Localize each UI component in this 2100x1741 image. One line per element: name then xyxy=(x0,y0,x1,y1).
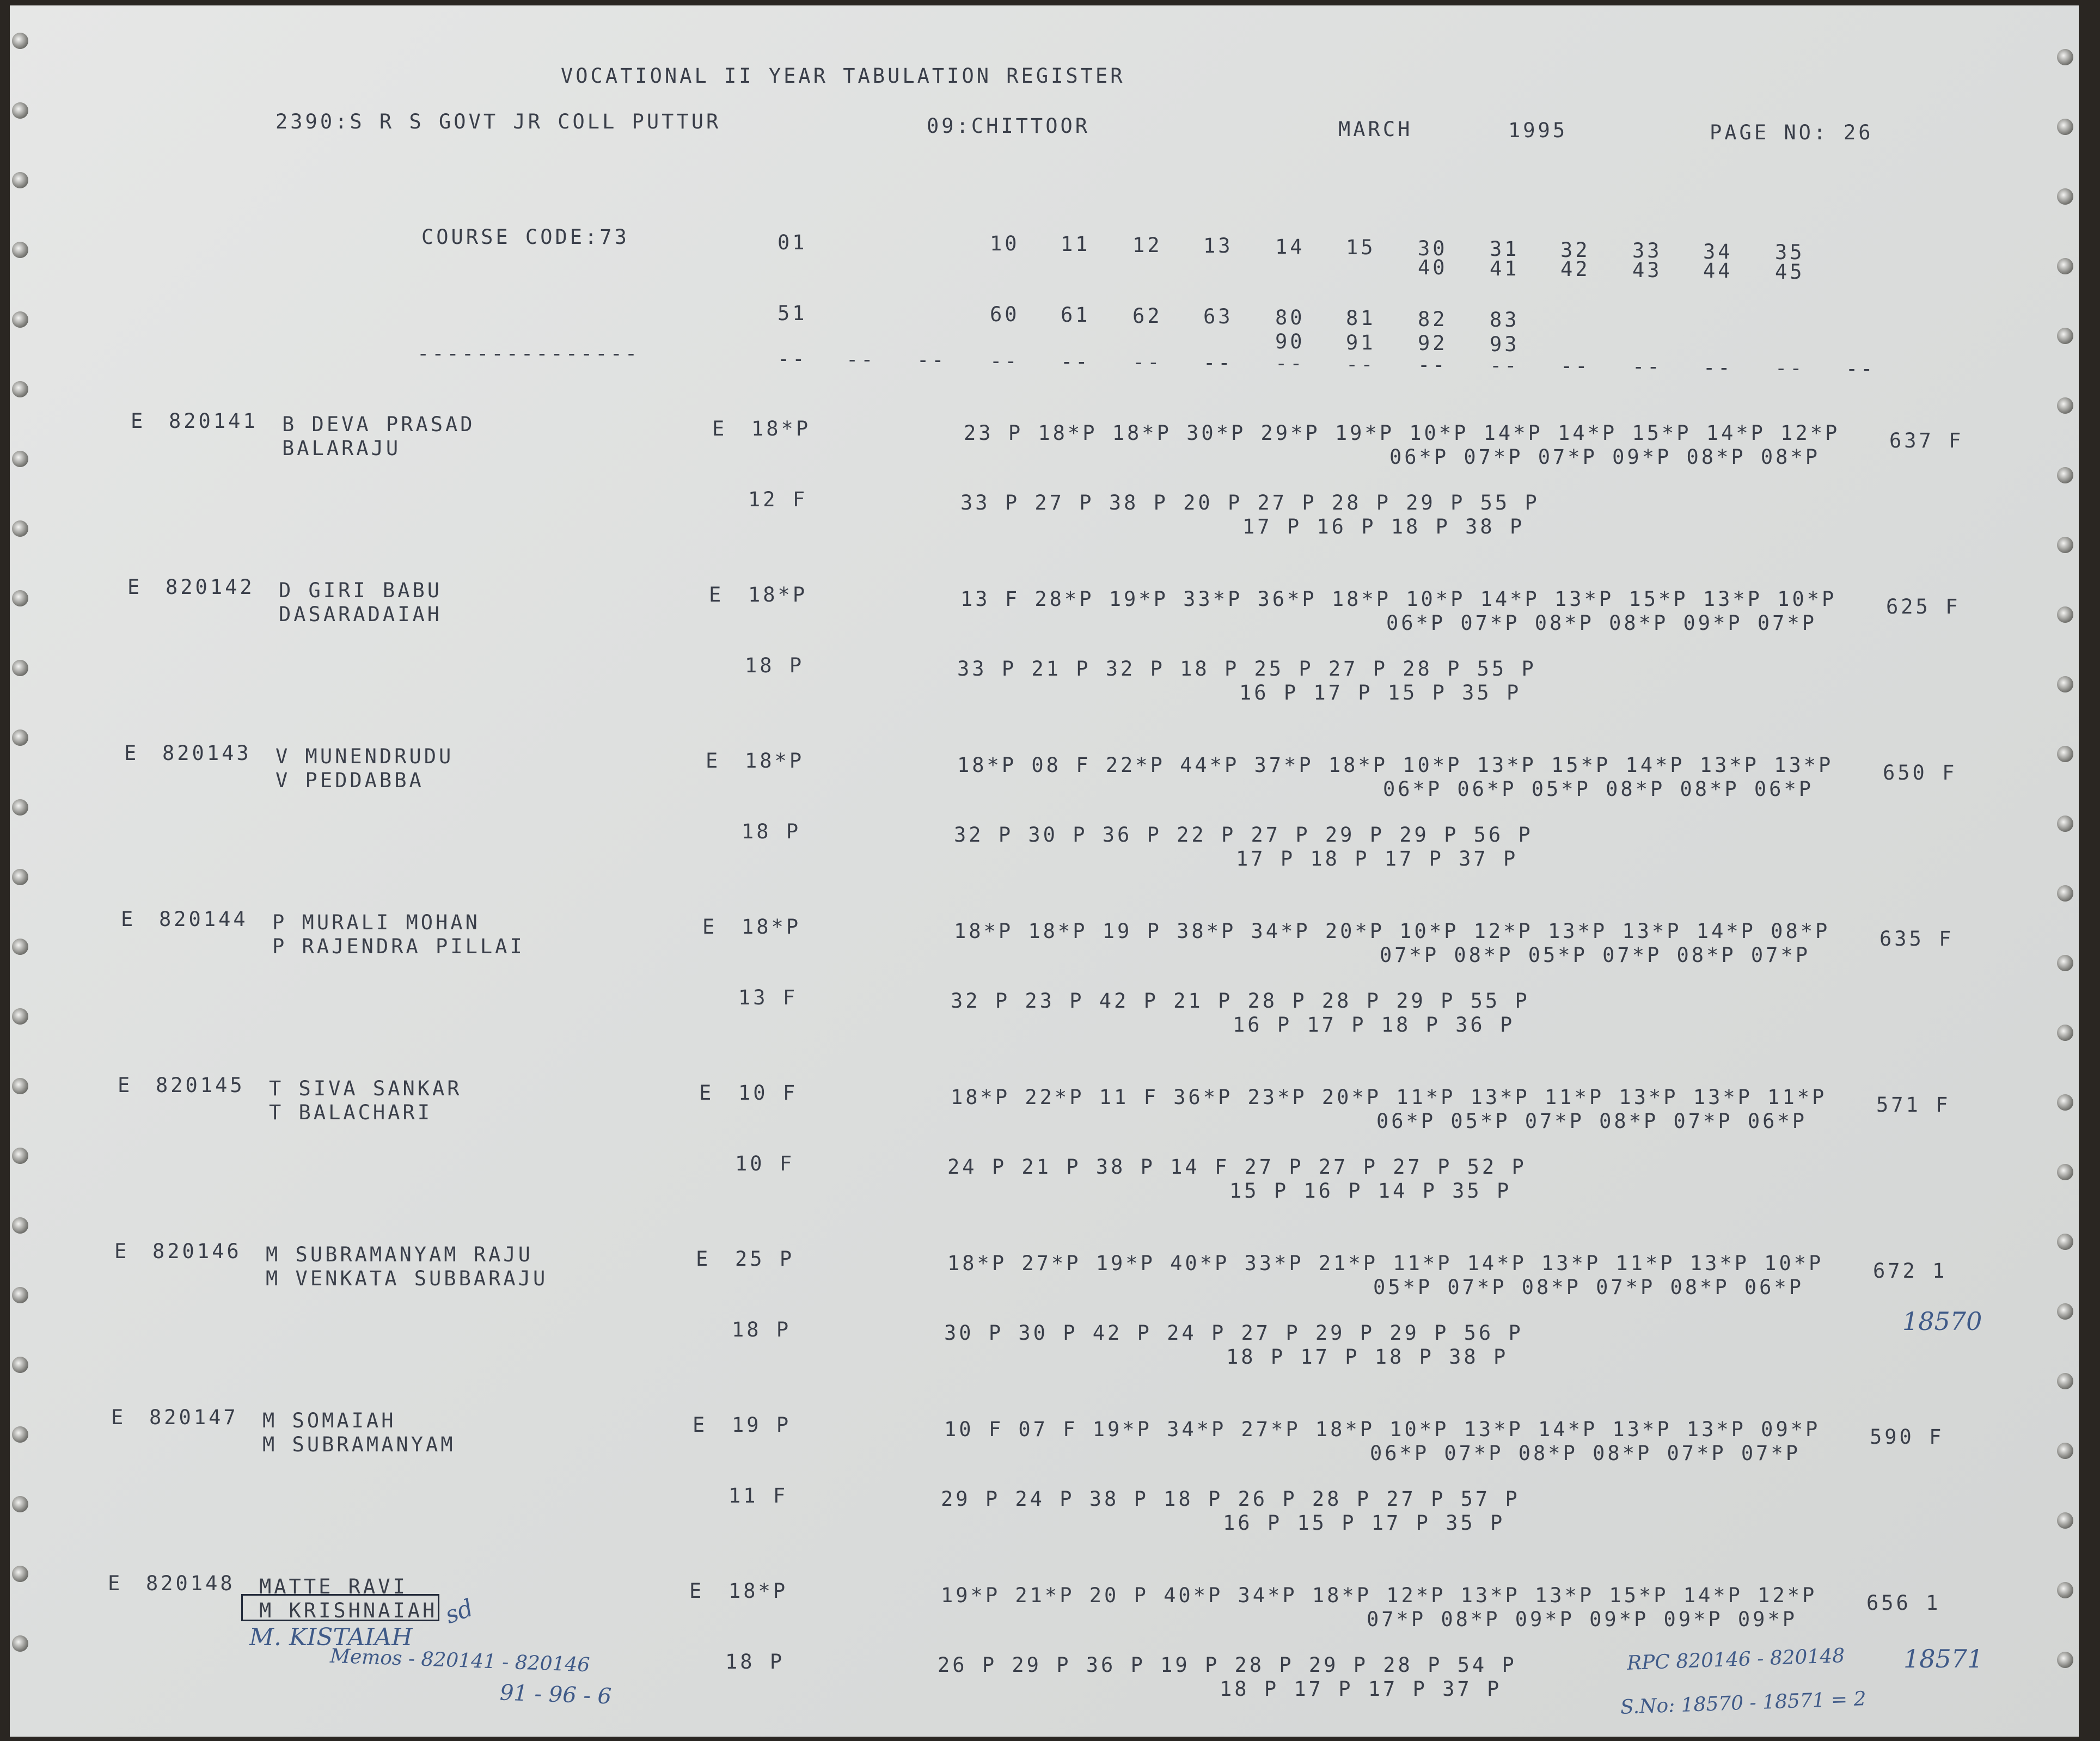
student-name: D GIRI BABU xyxy=(279,579,443,602)
column-code: 43 xyxy=(1632,258,1662,282)
tractor-hole xyxy=(12,102,28,119)
father-name: BALARAJU xyxy=(282,437,401,460)
record-prefix: E xyxy=(111,1406,126,1429)
tractor-hole xyxy=(2057,885,2073,902)
column-code: 41 xyxy=(1490,256,1520,280)
tractor-hole xyxy=(12,590,28,606)
column-code: 93 xyxy=(1490,332,1520,356)
column-code: 82 xyxy=(1418,307,1448,331)
marks-row-2: 32 P 23 P 42 P 21 P 28 P 28 P 29 P 55 P xyxy=(951,989,1530,1013)
record-prefix: E xyxy=(114,1240,130,1263)
tractor-hole xyxy=(12,1357,28,1373)
column-separator: -- xyxy=(1132,351,1162,374)
subject-51-mark: 18 P xyxy=(725,1650,785,1673)
column-code: 92 xyxy=(1418,332,1448,355)
tractor-hole xyxy=(2057,1025,2073,1041)
marks-row-2b: 17 P 18 P 17 P 37 P xyxy=(1236,847,1519,870)
correction-box xyxy=(241,1594,439,1621)
marks-row-1: 18*P 27*P 19*P 40*P 33*P 21*P 11*P 14*P 13*P 11*P 13*P 10*P xyxy=(947,1252,1824,1275)
father-name: V PEDDABBA xyxy=(275,769,424,792)
subject-51-mark: 13 F xyxy=(738,986,798,1009)
subject-51-mark: 18 P xyxy=(745,654,805,677)
father-name: M SUBRAMANYAM xyxy=(262,1433,456,1456)
column-code: 90 xyxy=(1275,330,1305,353)
marks-row-2: 29 P 24 P 38 P 18 P 26 P 28 P 27 P 57 P xyxy=(941,1487,1520,1511)
marks-row-1b: 06*P 05*P 07*P 08*P 07*P 06*P xyxy=(1376,1109,1808,1133)
total-and-result: 571 F xyxy=(1876,1093,1951,1117)
tractor-hole xyxy=(12,1426,28,1443)
medium-code: E xyxy=(706,749,721,773)
column-separator: -- xyxy=(777,347,807,371)
record-prefix: E xyxy=(121,908,136,931)
column-separator: -- xyxy=(1418,353,1448,377)
handwritten-rpc-line1: RPC 820146 - 820148 xyxy=(1626,1645,1845,1675)
column-separator: -- xyxy=(990,349,1020,373)
column-code: 13 xyxy=(1203,234,1233,258)
tractor-hole xyxy=(2057,258,2073,274)
column-separator: -- xyxy=(1632,355,1662,379)
father-name: T BALACHARI xyxy=(269,1101,433,1124)
column-separator: -- xyxy=(1560,354,1590,378)
column-separator: --------------- xyxy=(417,342,640,365)
marks-row-1: 18*P 18*P 19 P 38*P 34*P 20*P 10*P 12*P 13*P 13*P 14*P 08*P xyxy=(954,919,1830,943)
marks-row-2b: 16 P 17 P 18 P 36 P xyxy=(1233,1013,1515,1037)
right-tractor-holes xyxy=(2057,5,2079,1737)
total-and-result: 656 1 xyxy=(1866,1591,1941,1615)
tractor-hole xyxy=(2057,188,2073,205)
medium-code: E xyxy=(696,1247,711,1271)
record-prefix: E xyxy=(118,1074,133,1097)
student-name: P MURALI MOHAN xyxy=(272,911,480,934)
column-code: 14 xyxy=(1275,235,1305,259)
tractor-hole xyxy=(2057,1652,2073,1668)
handwritten-memos-line1: Memos - 820141 - 820146 xyxy=(329,1645,590,1677)
column-code: 62 xyxy=(1132,304,1162,328)
exam-month: MARCH xyxy=(1338,118,1413,141)
subject-01-mark: 18*P xyxy=(751,417,811,440)
subject-01-mark: 18*P xyxy=(748,583,808,606)
handwritten-correction: M. KISTAIAH xyxy=(249,1623,413,1651)
marks-row-1b: 07*P 08*P 05*P 07*P 08*P 07*P xyxy=(1380,943,1811,967)
marks-row-2: 24 P 21 P 38 P 14 F 27 P 27 P 27 P 52 P xyxy=(947,1155,1527,1179)
subject-01-mark: 18*P xyxy=(742,915,801,939)
hall-ticket-number: 820142 xyxy=(166,575,255,599)
hall-ticket-number: 820148 xyxy=(146,1572,235,1595)
tractor-hole xyxy=(12,451,28,467)
tractor-hole xyxy=(2057,49,2073,65)
marks-row-1: 18*P 22*P 11 F 36*P 23*P 20*P 11*P 13*P 11*P 13*P 13*P 11*P xyxy=(951,1086,1827,1109)
tractor-hole xyxy=(2057,1094,2073,1111)
column-code: 15 xyxy=(1346,236,1376,259)
tractor-hole xyxy=(12,1496,28,1512)
tractor-hole xyxy=(2057,1443,2073,1459)
column-separator: -- xyxy=(1846,357,1876,381)
tractor-hole xyxy=(2057,467,2073,483)
column-separator: -- xyxy=(1775,356,1805,380)
column-code: 34 xyxy=(1703,240,1733,263)
tractor-hole xyxy=(2057,537,2073,553)
marks-row-2: 32 P 30 P 36 P 22 P 27 P 29 P 29 P 56 P xyxy=(954,823,1533,847)
marks-row-1: 19*P 21*P 20 P 40*P 34*P 18*P 12*P 13*P 13*P 15*P 14*P 12*P xyxy=(941,1584,1817,1607)
column-separator: -- xyxy=(1490,354,1520,377)
student-name: MATTE RAVI xyxy=(259,1575,408,1598)
marks-row-1: 18*P 08 F 22*P 44*P 37*P 18*P 10*P 13*P 15*P 14*P 13*P 13*P xyxy=(957,753,1834,777)
subject-01-mark: 10 F xyxy=(738,1081,798,1105)
tractor-hole xyxy=(2057,746,2073,762)
subject-01-mark: 19 P xyxy=(732,1413,792,1437)
total-and-result: 635 F xyxy=(1879,927,1954,951)
father-name: DASARADAIAH xyxy=(279,603,443,626)
marks-row-2b: 16 P 15 P 17 P 35 P xyxy=(1223,1511,1505,1535)
column-code: 30 xyxy=(1418,236,1448,260)
marks-row-1: 10 F 07 F 19*P 34*P 27*P 18*P 10*P 13*P 14*P 13*P 13*P 09*P xyxy=(944,1418,1821,1441)
tractor-hole xyxy=(12,172,28,188)
father-name: M VENKATA SUBBARAJU xyxy=(266,1267,548,1290)
page-number: 26 xyxy=(1844,121,1874,144)
subject-01-mark: 18*P xyxy=(728,1579,788,1603)
tractor-hole xyxy=(12,799,28,816)
tractor-hole xyxy=(12,1217,28,1234)
column-code: 51 xyxy=(777,302,807,325)
hall-ticket-number: 820145 xyxy=(156,1074,245,1097)
tractor-hole xyxy=(12,1008,28,1025)
total-and-result: 625 F xyxy=(1886,595,1961,618)
tractor-hole xyxy=(12,1078,28,1094)
column-code: 83 xyxy=(1490,308,1520,332)
student-name: T SIVA SANKAR xyxy=(269,1077,462,1100)
column-separator: -- xyxy=(1275,352,1305,376)
tractor-hole xyxy=(2057,1582,2073,1598)
column-separator: -- xyxy=(1703,355,1733,379)
column-code: 80 xyxy=(1275,305,1305,329)
tractor-hole xyxy=(12,869,28,885)
marks-row-2b: 15 P 16 P 14 P 35 P xyxy=(1229,1179,1512,1203)
student-name: V MUNENDRUDU xyxy=(275,745,454,768)
tractor-hole xyxy=(12,381,28,397)
left-tractor-holes xyxy=(12,5,34,1737)
student-name: B DEVA PRASAD xyxy=(282,413,475,436)
marks-row-2: 33 P 21 P 32 P 18 P 25 P 27 P 28 P 55 P xyxy=(957,657,1536,681)
course-code: COURSE CODE:73 xyxy=(421,225,629,249)
student-name: M SUBRAMANYAM RAJU xyxy=(266,1243,533,1266)
column-code: 35 xyxy=(1775,241,1805,264)
father-name: M KRISHNAIAH xyxy=(259,1599,438,1622)
subject-51-mark: 12 F xyxy=(748,488,808,511)
column-separator: -- xyxy=(1203,351,1233,375)
register-title: VOCATIONAL II YEAR TABULATION REGISTER xyxy=(561,64,1125,88)
tractor-hole xyxy=(2057,1164,2073,1180)
tractor-hole xyxy=(12,520,28,537)
column-code: 10 xyxy=(990,231,1020,255)
total-and-result: 637 F xyxy=(1889,429,1964,452)
medium-code: E xyxy=(693,1413,708,1437)
tractor-hole xyxy=(2057,119,2073,135)
column-code: 32 xyxy=(1560,238,1590,262)
college-name: 2390:S R S GOVT JR COLL PUTTUR xyxy=(275,110,721,133)
marks-row-1: 13 F 28*P 19*P 33*P 36*P 18*P 10*P 14*P 13*P 15*P 13*P 10*P xyxy=(960,587,1837,611)
column-code: 45 xyxy=(1775,260,1805,284)
tractor-hole xyxy=(2057,1234,2073,1250)
tractor-hole xyxy=(2057,328,2073,344)
column-code: 63 xyxy=(1203,305,1233,328)
record-prefix: E xyxy=(131,409,146,433)
marks-row-1b: 05*P 07*P 08*P 07*P 08*P 06*P xyxy=(1373,1276,1804,1299)
medium-code: E xyxy=(709,583,724,606)
column-code: 91 xyxy=(1346,330,1376,354)
marks-row-1b: 06*P 07*P 08*P 08*P 09*P 07*P xyxy=(1386,611,1817,635)
column-code: 42 xyxy=(1560,258,1590,281)
column-code: 44 xyxy=(1703,259,1733,283)
marks-row-1: 23 P 18*P 18*P 30*P 29*P 19*P 10*P 14*P 14*P 15*P 14*P 12*P xyxy=(964,421,1840,445)
tractor-hole xyxy=(2057,1373,2073,1389)
total-and-result: 590 F xyxy=(1870,1425,1944,1449)
marks-row-2: 33 P 27 P 38 P 20 P 27 P 28 P 29 P 55 P xyxy=(960,491,1540,514)
handwritten-serial-2: 18571 xyxy=(1903,1644,1983,1673)
subject-51-mark: 11 F xyxy=(728,1484,788,1507)
tractor-hole xyxy=(12,33,28,49)
tractor-hole xyxy=(12,242,28,258)
record-prefix: E xyxy=(127,575,143,599)
column-separator: -- xyxy=(917,348,947,372)
page-label: PAGE NO: xyxy=(1710,121,1829,144)
tractor-hole xyxy=(2057,1512,2073,1529)
total-and-result: 672 1 xyxy=(1873,1259,1948,1283)
marks-row-1b: 06*P 06*P 05*P 08*P 08*P 06*P xyxy=(1383,777,1814,801)
tractor-hole xyxy=(2057,1303,2073,1320)
tractor-hole xyxy=(2057,816,2073,832)
tractor-hole xyxy=(2057,955,2073,971)
marks-row-1b: 06*P 07*P 08*P 08*P 07*P 07*P xyxy=(1370,1442,1801,1465)
exam-year: 1995 xyxy=(1508,119,1568,142)
district: 09:CHITTOOR xyxy=(927,114,1091,138)
marks-row-2b: 18 P 17 P 17 P 37 P xyxy=(1220,1677,1502,1701)
tractor-hole xyxy=(12,1287,28,1303)
column-code: 11 xyxy=(1061,232,1091,256)
record-prefix: E xyxy=(124,741,139,765)
hall-ticket-number: 820141 xyxy=(169,409,258,433)
column-separator: -- xyxy=(1061,350,1091,373)
medium-code: E xyxy=(689,1579,705,1603)
hall-ticket-number: 820146 xyxy=(152,1240,242,1263)
hall-ticket-number: 820147 xyxy=(149,1406,238,1429)
handwritten-initials: sd xyxy=(441,1593,477,1630)
subject-51-mark: 18 P xyxy=(732,1318,792,1341)
column-code: 81 xyxy=(1346,306,1376,330)
marks-row-2b: 18 P 17 P 18 P 38 P xyxy=(1226,1345,1509,1369)
column-code: 01 xyxy=(777,231,807,254)
marks-row-2: 30 P 30 P 42 P 24 P 27 P 29 P 29 P 56 P xyxy=(944,1321,1523,1345)
tractor-hole xyxy=(2057,676,2073,692)
tractor-hole xyxy=(2057,397,2073,414)
subject-01-mark: 18*P xyxy=(745,749,805,773)
tractor-hole xyxy=(12,939,28,955)
subject-51-mark: 18 P xyxy=(742,820,801,843)
column-code: 40 xyxy=(1418,256,1448,279)
column-code: 33 xyxy=(1632,239,1662,262)
medium-code: E xyxy=(699,1081,714,1105)
student-name: M SOMAIAH xyxy=(262,1409,396,1432)
marks-row-2b: 16 P 17 P 15 P 35 P xyxy=(1239,681,1522,704)
column-code: 60 xyxy=(990,302,1020,326)
tractor-hole xyxy=(12,660,28,676)
marks-row-1b: 07*P 08*P 09*P 09*P 09*P 09*P xyxy=(1367,1608,1798,1631)
hall-ticket-number: 820143 xyxy=(162,741,252,765)
tractor-hole xyxy=(12,1635,28,1652)
column-code: 12 xyxy=(1132,233,1162,257)
tabulation-register-sheet xyxy=(10,5,2079,1737)
medium-code: E xyxy=(702,915,718,939)
tractor-hole xyxy=(12,729,28,746)
tractor-hole xyxy=(12,311,28,328)
handwritten-serial-1: 18570 xyxy=(1902,1307,1982,1336)
subject-51-mark: 10 F xyxy=(735,1152,795,1175)
tractor-hole xyxy=(12,1148,28,1164)
total-and-result: 650 F xyxy=(1883,761,1957,784)
tractor-hole xyxy=(2057,606,2073,623)
column-code: 61 xyxy=(1061,303,1091,327)
handwritten-rpc-line2: S.No: 18570 - 18571 = 2 xyxy=(1620,1688,1867,1719)
tractor-hole xyxy=(12,1566,28,1582)
column-separator: -- xyxy=(846,348,876,372)
handwritten-memos-line2: 91 - 96 - 6 xyxy=(499,1680,612,1709)
medium-code: E xyxy=(712,417,727,440)
subject-01-mark: 25 P xyxy=(735,1247,795,1271)
column-code: 31 xyxy=(1490,237,1520,261)
marks-row-2b: 17 P 16 P 18 P 38 P xyxy=(1242,515,1525,538)
marks-row-1b: 06*P 07*P 07*P 09*P 08*P 08*P xyxy=(1389,445,1821,469)
father-name: P RAJENDRA PILLAI xyxy=(272,935,525,958)
column-separator: -- xyxy=(1346,352,1376,376)
record-prefix: E xyxy=(108,1572,123,1595)
marks-row-2: 26 P 29 P 36 P 19 P 28 P 29 P 28 P 54 P xyxy=(938,1653,1517,1677)
hall-ticket-number: 820144 xyxy=(159,908,248,931)
